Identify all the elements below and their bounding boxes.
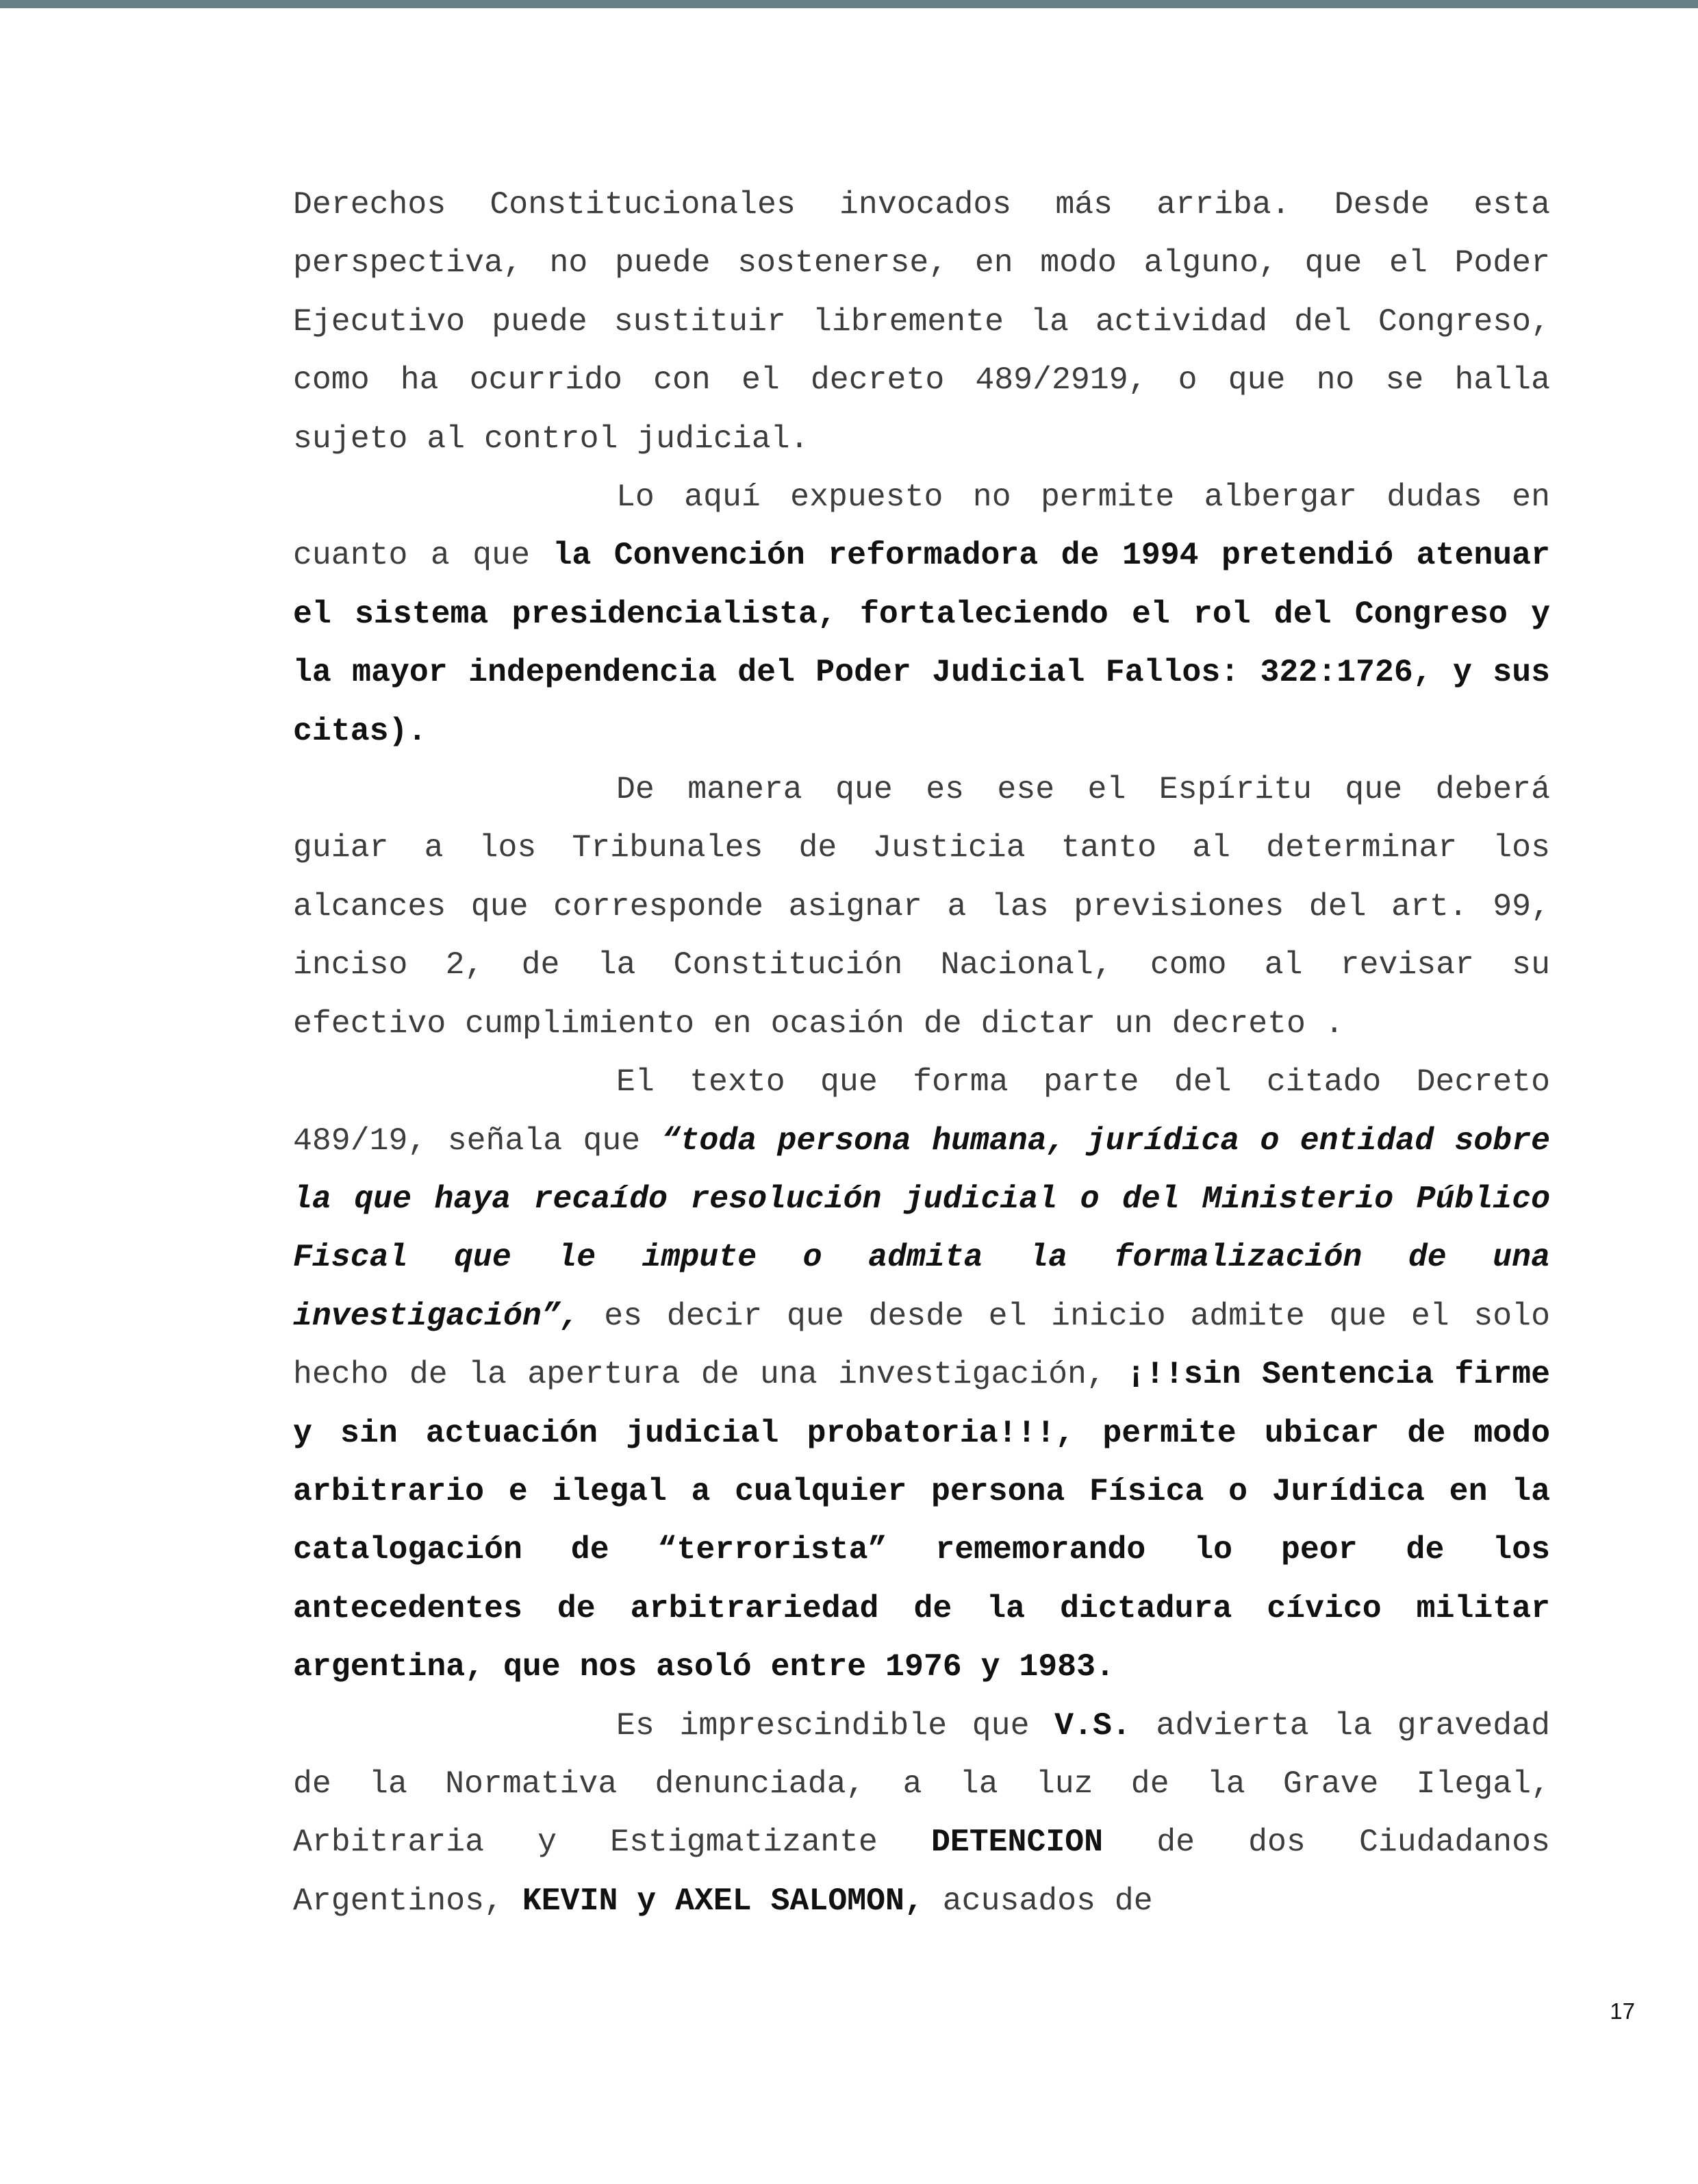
paragraph-5 <box>293 1696 1550 1931</box>
header-rule <box>0 0 1698 8</box>
vs-emphasis: V.S. <box>1054 1707 1131 1744</box>
paragraph-2 <box>293 468 1550 760</box>
paragraph-5-tail: acusados de <box>923 1882 1153 1919</box>
paragraph-3-text: De manera que es ese el Espíritu que deberá guiar a los Tribunales de Justicia tanto al determinar los alcances que corresponde asignar a las previsiones del art. 99, inciso 2, de la Constitución Nacional, como al revisar su efectivo cumplimiento en ocasión de dictar un decreto . <box>293 771 1550 1042</box>
paragraph-1 <box>293 175 1550 468</box>
page-number: 17 <box>1610 1998 1635 2024</box>
detention-emphasis: DETENCION <box>930 1824 1104 1861</box>
paragraph-4 <box>293 1053 1550 1696</box>
paragraph-4-lead: El texto que forma parte del citado Decreto 489/19, señala que <box>293 1064 1550 1159</box>
paragraph-5-lead: Es imprescindible que <box>616 1707 1055 1744</box>
paragraph-4-emphasis: ¡!!sin Sentencia firme y sin actuación judicial probatoria!!!, permite ubicar de modo arbitrario e ilegal a cualquier persona Física o Jurídica en la catalogación de “terrorista” rememorando lo peor de los antecedentes de arbitrariedad de la dictadura cívico militar argentina, que nos asoló entre 1976 y 1983. <box>293 1356 1550 1685</box>
decree-quote: “toda persona humana, jurídica o entidad sobre la que haya recaído resolución judicial o del Ministerio Público Fiscal que le impute o admita la formalización de una investigación”, <box>293 1122 1551 1334</box>
names-emphasis: KEVIN y AXEL SALOMON, <box>522 1882 924 1919</box>
paragraph-4-middle: es decir que desde el inicio admite que el solo hecho de la apertura de una investigación, <box>293 1297 1550 1393</box>
paragraph-2-emphasis: la Convención reformadora de 1994 pretendió atenuar el sistema presidencialista, fortaleciendo el rol del Congreso y la mayor independencia del Poder Judicial Fallos: 322:1726, y sus citas). <box>293 537 1550 749</box>
paragraph-5-middle-1: advierta la gravedad de la Normativa denunciada, a la luz de la Grave Ilegal, Arbitraria y Estigmatizante <box>293 1707 1550 1861</box>
paragraph-5-middle-2: de dos Ciudadanos Argentinos, <box>293 1824 1550 1919</box>
paragraph-1-text: Derechos Constitucionales invocados más arriba. Desde esta perspectiva, no puede sostenerse, en modo alguno, que el Poder Ejecutivo puede sustituir libremente la actividad del Congreso, como ha ocurrido con el decreto 489/2919, o que no se halla sujeto al control judicial. <box>293 186 1550 457</box>
paragraph-3 <box>293 760 1550 1053</box>
document-body <box>293 175 1550 1930</box>
paragraph-2-lead: Lo aquí expuesto no permite albergar dudas en cuanto a que <box>293 479 1550 574</box>
